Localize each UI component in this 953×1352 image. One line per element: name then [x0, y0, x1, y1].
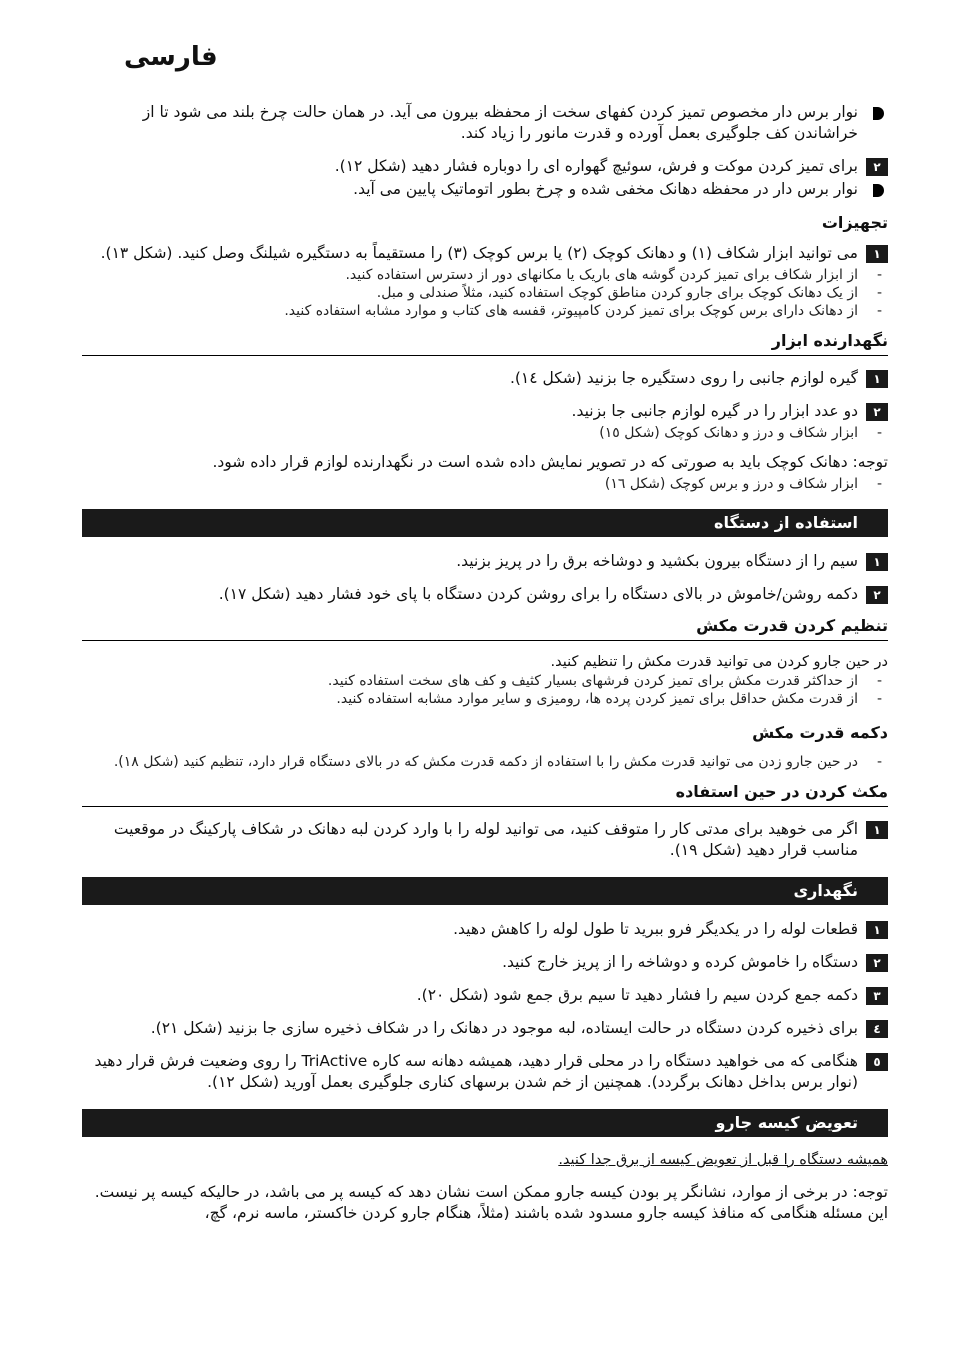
step-text: دو عدد ابزار را در گیره لوازم جانبی جا بزنید. — [571, 402, 858, 420]
sub-text: ابزار شکاف و درز و دهانک کوچک (شکل ١٥) — [599, 425, 858, 441]
section-heading-holder: نگهدارنده ابزار — [82, 330, 888, 356]
sub-item — [82, 302, 888, 320]
step-text: دکمه جمع کردن سیم را فشار دهید تا سیم برق جمع شود (شکل ٢٠). — [416, 986, 858, 1004]
dash-icon: - — [876, 267, 882, 283]
paragraph-text: نوار برس دار در محفظه دهانک مخفی شده و چرخ بطور اتوماتیک پایین می آید. — [353, 180, 858, 198]
step-text: قطعات لوله را در یکدیگر فرو ببرید تا طول لوله را کاهش دهید. — [453, 920, 858, 938]
step-text: اگر می خوهید برای مدتی کار را متوقف کنید، می توانید لوله را با وارد کردن لبه دهانک در شکاف پارکینگ در موقعیت مناسب قرار دهید (شکل ١٩). — [113, 820, 858, 859]
sub-text: از حداکثر قدرت مکش برای تمیز کردن فرشهای بسیار کثیف و کف های سخت استفاده کنید. — [327, 673, 858, 689]
step-text: می توانید ابزار شکاف (١) و دهانک کوچک (٢) یا برس کوچک (٣) را مستقیماً به دستگیره شیلنگ وصل کنید. (شکل ١٣). — [100, 244, 858, 262]
step-number: ٥ — [866, 1053, 888, 1071]
bullet-paragraph — [82, 102, 888, 144]
sub-item — [82, 475, 888, 493]
section-heading-suction: تنظیم کردن قدرت مکش — [82, 615, 888, 641]
dash-icon: - — [876, 754, 882, 770]
content-column — [82, 102, 888, 1226]
step-text: برای تمیز کردن موکت و فرش، سوئیچ گهواره ای را دوباره فشار دهید (شکل ١٢). — [334, 157, 858, 175]
sub-item — [82, 424, 888, 442]
sub-item — [82, 672, 888, 690]
dash-icon: - — [876, 476, 882, 492]
sub-text: از ابزار شکاف برای تمیز کردن گوشه های باریک یا مکانهای دور از دسترس استفاده کنید. — [345, 267, 858, 283]
step-item — [82, 243, 888, 264]
sub-text: ابزار شکاف و درز و برس کوچک (شکل ١٦) — [604, 476, 858, 492]
step-item — [82, 368, 888, 389]
bullet-icon — [873, 184, 884, 197]
step-item — [82, 1018, 888, 1039]
dash-icon: - — [876, 673, 882, 689]
sub-item — [82, 690, 888, 708]
step-number: ٢ — [866, 954, 888, 972]
language-title: فارسی — [124, 42, 218, 72]
warning-text: همیشه دستگاه را قبل از تعویض کیسه از برق جدا کنید. — [558, 1152, 888, 1168]
step-number: ٢ — [866, 586, 888, 604]
step-item — [82, 819, 888, 861]
sub-text: از قدرت مکش حداقل برای تمیز کردن پرده ها، رومیزی و سایر موارد مشابه استفاده کنید. — [336, 691, 858, 707]
step-text: دکمه روشن/خاموش در بالای دستگاه را برای روشن کردن دستگاه با پای خود فشار دهید (شکل ١٧). — [218, 585, 858, 603]
step-text: سیم را از دستگاه بیرون بکشید و دوشاخه برق را در پریز بزنید. — [456, 552, 858, 570]
step-number: ٣ — [866, 987, 888, 1005]
step-text: هنگامی که می خواهید دستگاه را در محلی قرار دهید، همیشه دهانه سه کاره TriActive را روی وضعیت فرش قرار دهید (نوار برس بداخل دهانک برگردد). همچنین از خم شدن برسهای کناری جلوگیری بعمل آورید (شکل ١٢). — [94, 1052, 858, 1091]
section-heading-suction-button: دکمه قدرت مکش — [752, 723, 888, 742]
step-item — [82, 919, 888, 940]
sub-text: از دهانک دارای برس کوچک برای تمیز کردن کامپیوتر، قفسه های کتاب و موارد مشابه استفاده کنید. — [284, 303, 858, 319]
paragraph-text: نوار برس دار مخصوص تمیز کردن کفهای سخت از محفظه بیرون می آید. در همان حالت چرخ بلند می شود تا از خراشاندن کف جلوگیری بعمل آورده و قدرت مانور را زیاد کند. — [142, 103, 858, 142]
step-text: دستگاه را خاموش کرده و دوشاخه را از پریز خارج کنید. — [502, 953, 858, 971]
bullet-paragraph — [82, 179, 888, 200]
step-item — [82, 551, 888, 572]
sub-item — [82, 266, 888, 284]
dash-icon: - — [876, 285, 882, 301]
step-item — [82, 985, 888, 1006]
step-number: ٢ — [866, 403, 888, 421]
step-item — [82, 1051, 888, 1093]
dash-icon: - — [876, 691, 882, 707]
note-text: توجه: در برخی از موارد، نشانگر پر بودن کیسه جارو ممکن است نشان دهد که کیسه پر می باشد، در حالیکه کیسه پر نیست. این مسئله هنگامی که منافذ کیسه جارو مسدود شده باشند (مثلاً، هنگام جارو کردن خاکستر، ماسه نرم، گچ، — [94, 1183, 888, 1222]
step-item — [82, 401, 888, 422]
section-heading-pause: مکث کردن در حین استفاده — [82, 781, 888, 807]
sub-text: از یک دهانک کوچک برای جارو کردن مناطق کوچک استفاده کنید، مثلاً صندلی و مبل. — [376, 285, 858, 301]
step-number: ٤ — [866, 1020, 888, 1038]
step-number: ١ — [866, 370, 888, 388]
note-text: توجه: دهانک کوچک باید به صورتی که در تصویر نمایش داده شده است در نگهدارنده لوازم قرار داده شود. — [212, 453, 888, 471]
section-bar-bag: تعویض کیسه جارو — [82, 1109, 888, 1137]
dash-icon: - — [876, 425, 882, 441]
step-text: گیره لوازم جانبی را روی دستگیره جا بزنید (شکل ١٤). — [509, 369, 858, 387]
step-text: برای ذخیره کردن دستگاه در حالت ایستاده، لبه موجود در دهانک را در شکاف ذخیره سازی جا بزنید (شکل ٢١). — [150, 1019, 858, 1037]
step-number: ٢ — [866, 158, 888, 176]
dash-icon: - — [876, 303, 882, 319]
sub-item — [82, 753, 888, 771]
step-number: ١ — [866, 921, 888, 939]
section-bar-storage: نگهداری — [82, 877, 888, 905]
section-heading-accessories: تجهیزات — [821, 213, 888, 232]
step-number: ١ — [866, 245, 888, 263]
step-number: ١ — [866, 821, 888, 839]
step-item — [82, 156, 888, 177]
step-number: ١ — [866, 553, 888, 571]
step-item — [82, 952, 888, 973]
sub-text: در حین جارو زدن می توانید قدرت مکش را با استفاده از دکمه قدرت مکش که در بالای دستگاه قرار دارد، تنظیم کنید (شکل ١٨). — [113, 754, 858, 770]
sub-item — [82, 284, 888, 302]
intro-text: در حین جارو کردن می توانید قدرت مکش را تنظیم کنید. — [550, 654, 888, 670]
step-item — [82, 584, 888, 605]
section-bar-using: استفاده از دستگاه — [82, 509, 888, 537]
bullet-icon — [873, 107, 884, 120]
